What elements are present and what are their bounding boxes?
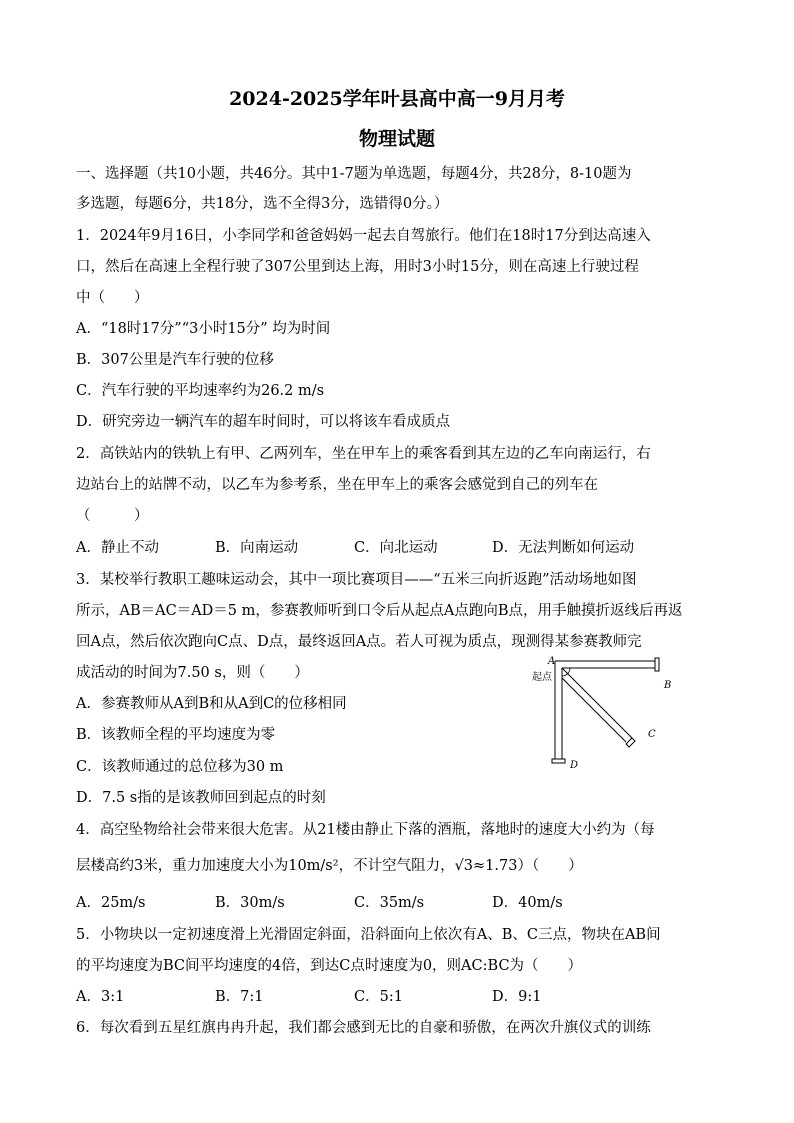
section-header-line1: 一、选择题（共10小题，共46分。其中1-7题为单选题，每题4分，共28分，8-10题为: [76, 166, 632, 182]
q5-stem-line1: 5．小物块以一定初速度滑上光滑固定斜面，沿斜面向上依次有A、B、C三点，物块在AB间: [76, 927, 661, 943]
q4-stem-line1: 4．高空坠物给社会带来很大危害。从21楼由静止下落的酒瓶，落地时的速度大小约为（每: [76, 822, 655, 838]
q5-stem-line2: 的平均速度为BC间平均速度的4倍，到达C点时速度为0，则AC:BC为（ ）: [76, 958, 583, 974]
q4-option-c: C．35m/s: [354, 895, 425, 911]
q2-option-b: B．向南运动: [215, 540, 299, 556]
q2-stem-line1: 2．高铁站内的铁轨上有甲、乙两列车，坐在甲车上的乘客看到其左边的乙车向南运行，右: [76, 446, 651, 462]
q2-option-c: C．向北运动: [354, 540, 438, 556]
q3-option-b: B．该教师全程的平均速度为零: [76, 727, 276, 743]
q5-option-d: D．9:1: [492, 989, 542, 1005]
q2-stem-line3: （ ）: [76, 508, 149, 524]
q3-option-d: D．7.5 s指的是该教师回到起点的时刻: [76, 790, 326, 806]
q2-option-d: D．无法判断如何运动: [492, 540, 635, 556]
q3-option-a: A．参赛教师从A到B和从A到C的位移相同: [76, 696, 347, 712]
q1-option-b: B．307公里是汽车行驶的位移: [76, 352, 274, 368]
exam-title: 2024-2025学年叶县高中高一9月月考: [229, 88, 565, 110]
q5-option-b: B．7:1: [215, 989, 264, 1005]
q4-option-b: B．30m/s: [215, 895, 285, 911]
q3-field-diagram: [530, 655, 690, 775]
q1-option-a: A．“18时17分”“3小时15分” 均为时间: [76, 321, 331, 337]
q5-option-c: C．5:1: [354, 989, 403, 1005]
q3-stem-line2: 所示，AB＝AC＝AD＝5 m，参赛教师听到口令后从起点A点跑向B点，用手触摸折返线后再返: [76, 603, 683, 619]
label-b: B: [664, 680, 672, 691]
q1-stem-line1: 1．2024年9月16日，小李同学和爸爸妈妈一起去自驾旅行。他们在18时17分到达高速入: [76, 228, 651, 244]
label-d: D: [570, 760, 579, 771]
section-header-line2: 多选题，每题6分，共18分，选不全得3分，选错得0分。）: [76, 196, 449, 212]
q4-option-a: A．25m/s: [76, 895, 146, 911]
q1-option-d: D．研究旁边一辆汽车的超车时间时，可以将该车看成质点: [76, 414, 451, 430]
q1-option-c: C．汽车行驶的平均速率约为26.2 m/s: [76, 383, 325, 399]
q2-stem-line2: 边站台上的站牌不动，以乙车为参考系，坐在甲车上的乘客会感觉到自己的列车在: [76, 477, 598, 493]
exam-subtitle: 物理试题: [358, 128, 435, 150]
q1-stem-line2: 口，然后在高速上全程行驶了307公里到达上海，用时3小时15分，则在高速上行驶过程: [76, 259, 639, 275]
label-a: A: [548, 656, 556, 667]
label-start: 起点: [532, 672, 552, 683]
return-line-c: [626, 738, 635, 747]
return-line-b: [655, 658, 659, 671]
lane-ac-upper: [562, 668, 632, 738]
q6-stem-line1: 6．每次看到五星红旗冉冉升起，我们都会感到无比的自豪和骄傲，在两次升旗仪式的训练: [76, 1020, 651, 1036]
label-c: C: [648, 729, 656, 740]
q1-stem-line3: 中（ ）: [76, 290, 149, 306]
q2-option-a: A．静止不动: [76, 540, 159, 556]
q3-stem-line3: 回A点，然后依次跑向C点、D点，最终返回A点。若人可视为质点，现测得某参赛教师完: [76, 634, 642, 650]
q4-option-d: D．40m/s: [492, 895, 563, 911]
q3-stem-line1: 3．某校举行教职工趣味运动会，其中一项比赛项目——“五米三向折返跑”活动场地如图: [76, 572, 637, 588]
lane-ac-lower: [562, 678, 626, 742]
q5-option-a: A．3:1: [76, 989, 125, 1005]
return-line-d: [552, 759, 565, 763]
q3-option-c: C．该教师通过的总位移为30 m: [76, 759, 284, 775]
q3-stem-line4: 成活动的时间为7.50 s，则（ ）: [76, 665, 309, 681]
q4-stem-line2: 层楼高约3米，重力加速度大小为10m/s²，不计空气阻力，√3≈1.73）（ ）: [76, 858, 583, 874]
